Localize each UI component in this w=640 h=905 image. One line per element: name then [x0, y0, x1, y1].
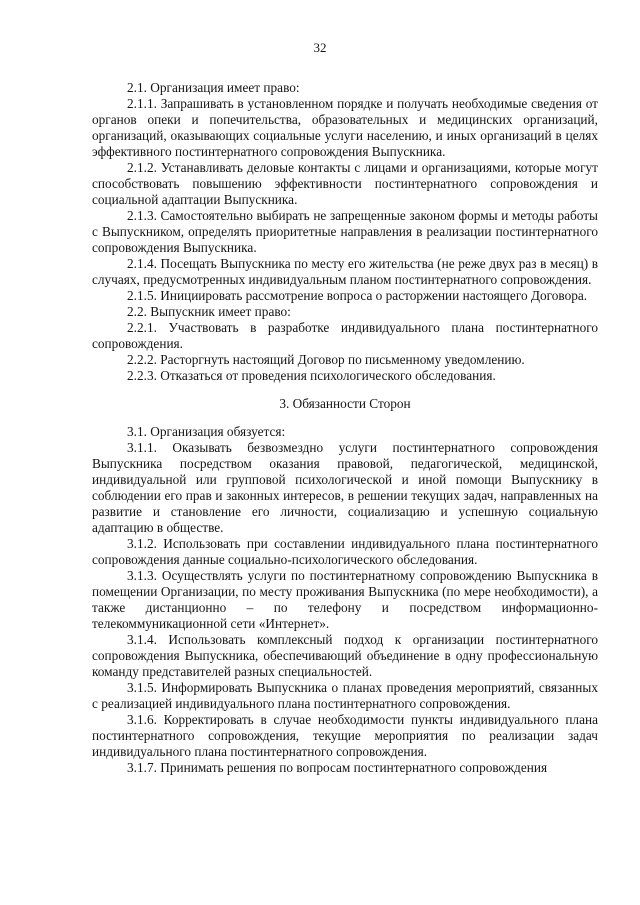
- paragraph-2-1-2: 2.1.2. Устанавливать деловые контакты с лицами и организациями, которые могут способствовать повышению эффективности постинтернатного сопровождения и социальной адаптации Выпускника.: [92, 160, 598, 207]
- paragraph-2-1-3: 2.1.3. Самостоятельно выбирать не запрещенные законом формы и методы работы с Выпускником, определять приоритетные направления в реализации постинтернатного сопровождения Выпускника.: [92, 208, 598, 255]
- paragraph-3-1-1: 3.1.1. Оказывать безвозмездно услуги постинтернатного сопровождения Выпускника посредством оказания правовой, педагогической, медицинской, индивидуальной или групповой психологической и иной помощи Выпускнику в соблюдении его прав и законных интересов, в решении текущих задач, направленных на развитие и становление его личности, социализацию и успешную социальную адаптацию в обществе.: [92, 440, 598, 535]
- paragraph-3-1-7: 3.1.7. Принимать решения по вопросам постинтернатного сопровождения: [127, 760, 548, 775]
- paragraph-2-2-1: 2.2.1. Участвовать в разработке индивидуального плана постинтернатного сопровождения.: [92, 320, 598, 351]
- paragraph-2-1-1: 2.1.1. Запрашивать в установленном порядке и получать необходимые сведения от органов опеки и попечительства, образовательных и медицинских организаций, организаций, оказывающих социальные услуги населению, и иных организаций в целях эффективного постинтернатного сопровождения Выпускника.: [92, 96, 598, 159]
- paragraph-2-2-3: 2.2.3. Отказаться от проведения психологического обследования.: [127, 368, 496, 383]
- paragraph-2-1-4: 2.1.4. Посещать Выпускника по месту его жительства (не реже двух раз в месяц) в случаях, предусмотренных индивидуальным планом постинтернатного сопровождения.: [92, 256, 598, 287]
- paragraph-2-2-2: 2.2.2. Расторгнуть настоящий Договор по письменному уведомлению.: [127, 352, 525, 367]
- paragraph-2-1: 2.1. Организация имеет право:: [127, 80, 300, 95]
- paragraph-3-1: 3.1. Организация обязуется:: [127, 424, 286, 439]
- document-body: [92, 80, 598, 776]
- paragraph-3-1-6: 3.1.6. Корректировать в случае необходимости пункты индивидуального плана постинтернатного сопровождения, текущие мероприятия по реализации задач индивидуального плана постинтернатного сопровождения.: [92, 712, 598, 759]
- paragraph-3-1-3: 3.1.3. Осуществлять услуги по постинтернатному сопровождению Выпускника в помещении Организации, по месту проживания Выпускника (по мере необходимости), а также дистанционно – по телефону и посредством информационно-телекоммуникационной сети «Интернет».: [92, 568, 598, 631]
- paragraph-3-1-4: 3.1.4. Использовать комплексный подход к организации постинтернатного сопровождения Выпускника, обеспечивающий объединение в одну профессиональную команду представителей разных специальностей.: [92, 632, 598, 679]
- page-number: 32: [313, 40, 327, 55]
- paragraph-3-1-5: 3.1.5. Информировать Выпускника о планах проведения мероприятий, связанных с реализацией индивидуального плана постинтернатного сопровождения.: [92, 680, 598, 711]
- paragraph-2-1-5: 2.1.5. Инициировать рассмотрение вопроса о расторжении настоящего Договора.: [127, 288, 588, 303]
- paragraph-2-2: 2.2. Выпускник имеет право:: [127, 304, 291, 319]
- section-heading: 3. Обязанности Сторон: [279, 396, 411, 411]
- paragraph-3-1-2: 3.1.2. Использовать при составлении индивидуального плана постинтернатного сопровождения данные социально-психологического обследования.: [92, 536, 598, 567]
